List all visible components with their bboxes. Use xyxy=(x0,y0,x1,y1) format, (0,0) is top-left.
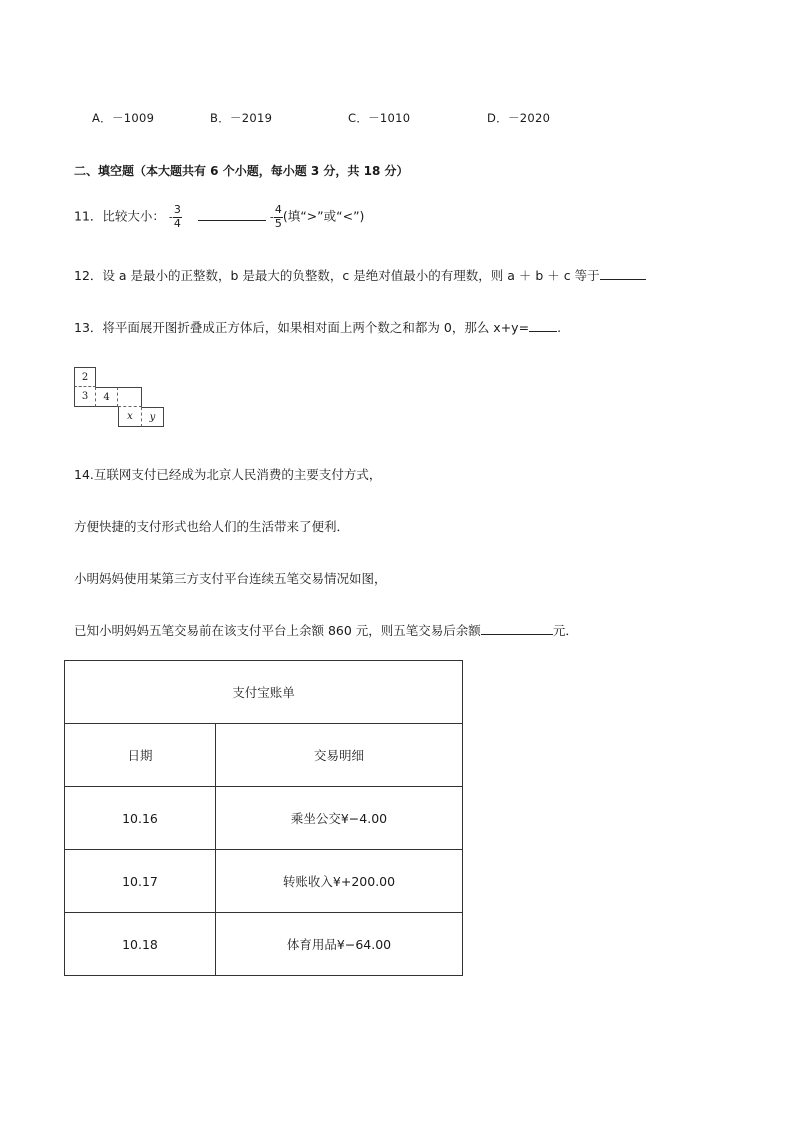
table-row xyxy=(65,787,463,850)
net-cell-3: 3 xyxy=(74,387,96,407)
q11-answer-blank[interactable] xyxy=(198,220,266,221)
question-12 xyxy=(74,266,646,284)
q14-line-3: 小明妈妈使用某第三方支付平台连续五笔交易情况如图， xyxy=(74,571,387,586)
header-detail: 交易明细 xyxy=(216,724,463,787)
row-date: 10.17 xyxy=(65,850,216,913)
row-detail: 转账收入¥+200.00 xyxy=(216,850,463,913)
row-date: 10.16 xyxy=(65,787,216,850)
header-date: 日期 xyxy=(65,724,216,787)
fraction-3-4 xyxy=(173,204,182,230)
row-date: 10.18 xyxy=(65,913,216,976)
q11-neg1: - xyxy=(168,210,173,224)
q12-text: 12．设 a 是最小的正整数，b 是最大的负整数，c 是绝对值最小的有理数，则 a ＋ b ＋ c 等于 xyxy=(74,268,600,283)
q11-neg2: - xyxy=(269,210,274,224)
bill-header-row xyxy=(65,724,463,787)
net-cell-4: 4 xyxy=(96,387,118,407)
choice-d: D．－2020 xyxy=(487,111,551,125)
q14-line-2: 方便快捷的支付形式也给人们的生活带来了便利． xyxy=(74,519,350,534)
q12-answer-blank[interactable] xyxy=(600,279,646,280)
q11-suffix: (填“>”或“<”) xyxy=(282,208,365,224)
net-cell-x: x xyxy=(118,407,142,427)
choice-b: B．－2019 xyxy=(210,111,273,125)
bill-title-row xyxy=(65,661,463,724)
question-11 xyxy=(74,204,364,230)
q13-answer-blank[interactable] xyxy=(529,331,557,332)
cube-net-figure xyxy=(74,367,168,433)
q14-line-4 xyxy=(74,621,578,639)
q14-unit: 元． xyxy=(552,623,578,638)
table-row xyxy=(65,913,463,976)
fraction-4-5 xyxy=(274,204,283,230)
row-detail: 乘坐公交¥−4.00 xyxy=(216,787,463,850)
q13-period: . xyxy=(557,320,562,335)
net-cell-y: y xyxy=(142,407,164,427)
choice-a: A．－1009 xyxy=(92,111,155,125)
choice-c: C．－1010 xyxy=(348,111,411,125)
q14-answer-blank[interactable] xyxy=(481,634,553,635)
frac2-numerator: 4 xyxy=(274,203,282,216)
bill-title: 支付宝账单 xyxy=(65,661,463,724)
payment-bill-table xyxy=(64,660,463,976)
q13-text: 13．将平面展开图折叠成正方体后，如果相对面上两个数之和都为 0，那么 x+y= xyxy=(74,320,530,335)
table-row xyxy=(65,850,463,913)
q14-line-4-text: 已知小明妈妈五笔交易前在该支付平台上余额 860 元，则五笔交易后余额 xyxy=(74,623,481,638)
q14-line-1: 14.互联网支付已经成为北京人民消费的主要支付方式， xyxy=(74,467,382,482)
net-cell-blank xyxy=(118,387,142,407)
question-13 xyxy=(74,318,561,336)
q11-prefix: 11．比较大小： xyxy=(74,208,165,224)
frac1-numerator: 3 xyxy=(173,203,181,216)
section-title: 二、填空题（本大题共有 6 个小题，每小题 3 分，共 18 分） xyxy=(74,164,409,178)
row-detail: 体育用品¥−64.00 xyxy=(216,913,463,976)
frac1-denominator: 4 xyxy=(173,216,181,230)
net-cell-2: 2 xyxy=(74,367,96,387)
frac2-denominator: 5 xyxy=(274,216,282,230)
